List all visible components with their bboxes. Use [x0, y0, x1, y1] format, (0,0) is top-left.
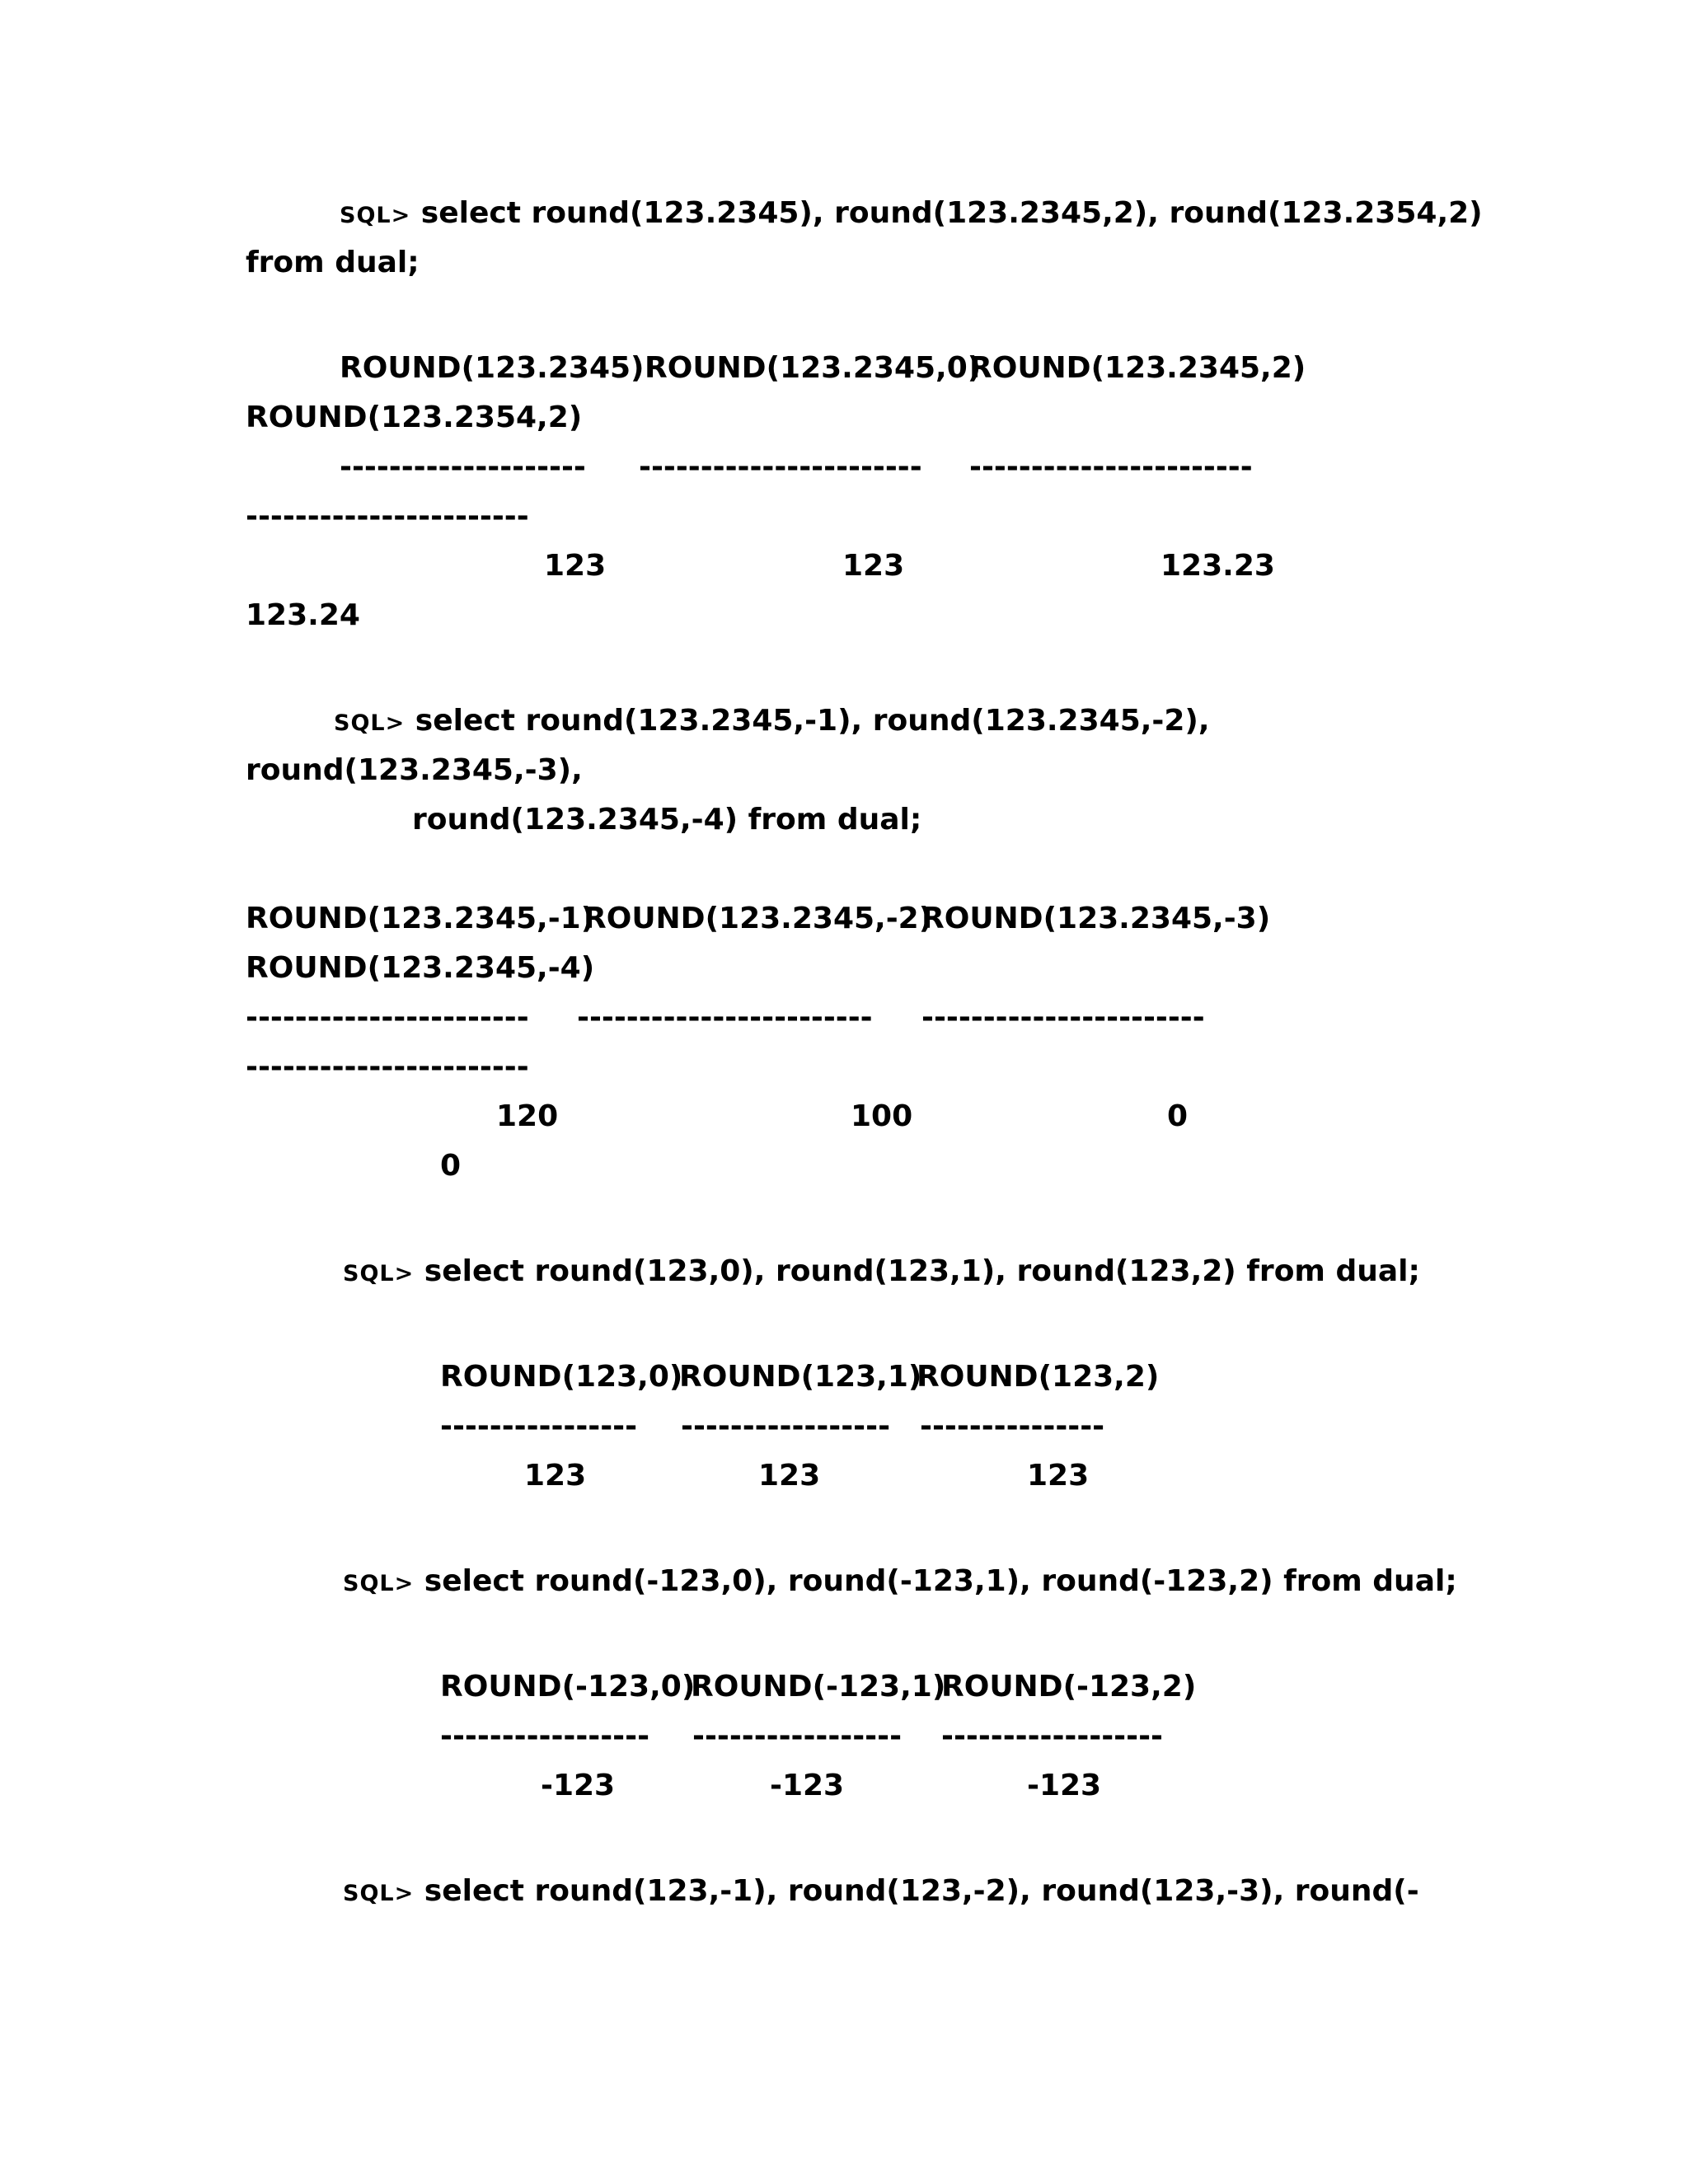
sql-prompt: SQL>	[343, 1881, 415, 1906]
result-value: 123	[758, 1459, 821, 1493]
result-separator: -----------------------	[921, 1001, 1205, 1034]
sql-query-text: select round(123.2345,-1), round(123.2345,-2),	[405, 704, 1210, 738]
sql-prompt: SQL>	[343, 1571, 415, 1596]
result-value: 0	[1167, 1099, 1189, 1133]
result-separator: -----------------------	[246, 1001, 529, 1034]
sql-query-line	[340, 195, 1483, 232]
result-header: ROUND(123.2345,0)	[645, 351, 982, 385]
sql-query-line	[343, 1563, 1457, 1600]
result-header: ROUND(123,2)	[917, 1360, 1160, 1394]
result-separator: -----------------------	[639, 450, 922, 484]
result-separator: ------------------------	[577, 1001, 873, 1034]
result-header: ROUND(-123,1)	[691, 1670, 946, 1704]
sql-query-text: select round(123,-1), round(123,-2), round(123,-3), round(-	[414, 1874, 1419, 1908]
sql-query-continuation: round(123.2345,-3),	[246, 753, 583, 787]
result-value: -123	[770, 1769, 845, 1802]
result-value: 120	[496, 1099, 559, 1133]
sql-query-continuation: from dual;	[246, 246, 420, 279]
result-header: ROUND(123.2345,-1)	[246, 902, 595, 935]
result-header: ROUND(123.2354,2)	[246, 401, 583, 434]
result-header: ROUND(123,0)	[440, 1360, 683, 1394]
result-header: ROUND(-123,0)	[440, 1670, 696, 1704]
sql-query-text: select round(123.2345), round(123.2345,2), round(123.2354,2)	[410, 196, 1483, 230]
sql-query-line	[343, 1254, 1420, 1290]
result-header: ROUND(123.2345,-3)	[921, 902, 1271, 935]
result-value: -123	[541, 1769, 616, 1802]
result-header: ROUND(123.2345,-4)	[246, 951, 595, 985]
result-separator: -----------------------	[969, 450, 1253, 484]
result-value: 123.24	[246, 598, 360, 632]
sql-prompt: SQL>	[340, 203, 411, 228]
sql-query-continuation: round(123.2345,-4) from dual;	[412, 803, 922, 837]
result-separator: ----------------	[440, 1409, 638, 1443]
result-value: 123	[524, 1459, 587, 1493]
result-separator: -----------------	[440, 1719, 650, 1753]
result-separator: ------------------	[941, 1719, 1163, 1753]
result-value: -123	[1027, 1769, 1102, 1802]
result-header: ROUND(-123,2)	[941, 1670, 1197, 1704]
result-separator: -----------------------	[246, 1050, 529, 1084]
sql-prompt: SQL>	[334, 710, 406, 736]
result-value: 100	[851, 1099, 913, 1133]
result-value: 123	[1027, 1459, 1090, 1493]
result-header: ROUND(123,1)	[679, 1360, 922, 1394]
result-value: 0	[440, 1149, 462, 1183]
result-value: 123	[544, 549, 607, 583]
result-separator: -----------------------	[246, 499, 529, 533]
result-separator: -----------------	[692, 1719, 903, 1753]
result-header: ROUND(123.2345,2)	[969, 351, 1306, 385]
result-header: ROUND(123.2345,-2)	[584, 902, 933, 935]
sql-query-line	[334, 703, 1210, 739]
result-separator: -----------------	[681, 1409, 891, 1443]
result-separator: ---------------	[920, 1409, 1105, 1443]
result-value: 123	[842, 549, 905, 583]
sql-query-text: select round(-123,0), round(-123,1), round(-123,2) from dual;	[414, 1564, 1457, 1598]
sql-query-line	[343, 1873, 1419, 1910]
result-value: 123.23	[1160, 549, 1275, 583]
sql-prompt: SQL>	[343, 1261, 415, 1286]
result-separator: --------------------	[340, 450, 586, 484]
sql-query-text: select round(123,0), round(123,1), round(123,2) from dual;	[414, 1254, 1420, 1288]
result-header: ROUND(123.2345)	[340, 351, 645, 385]
